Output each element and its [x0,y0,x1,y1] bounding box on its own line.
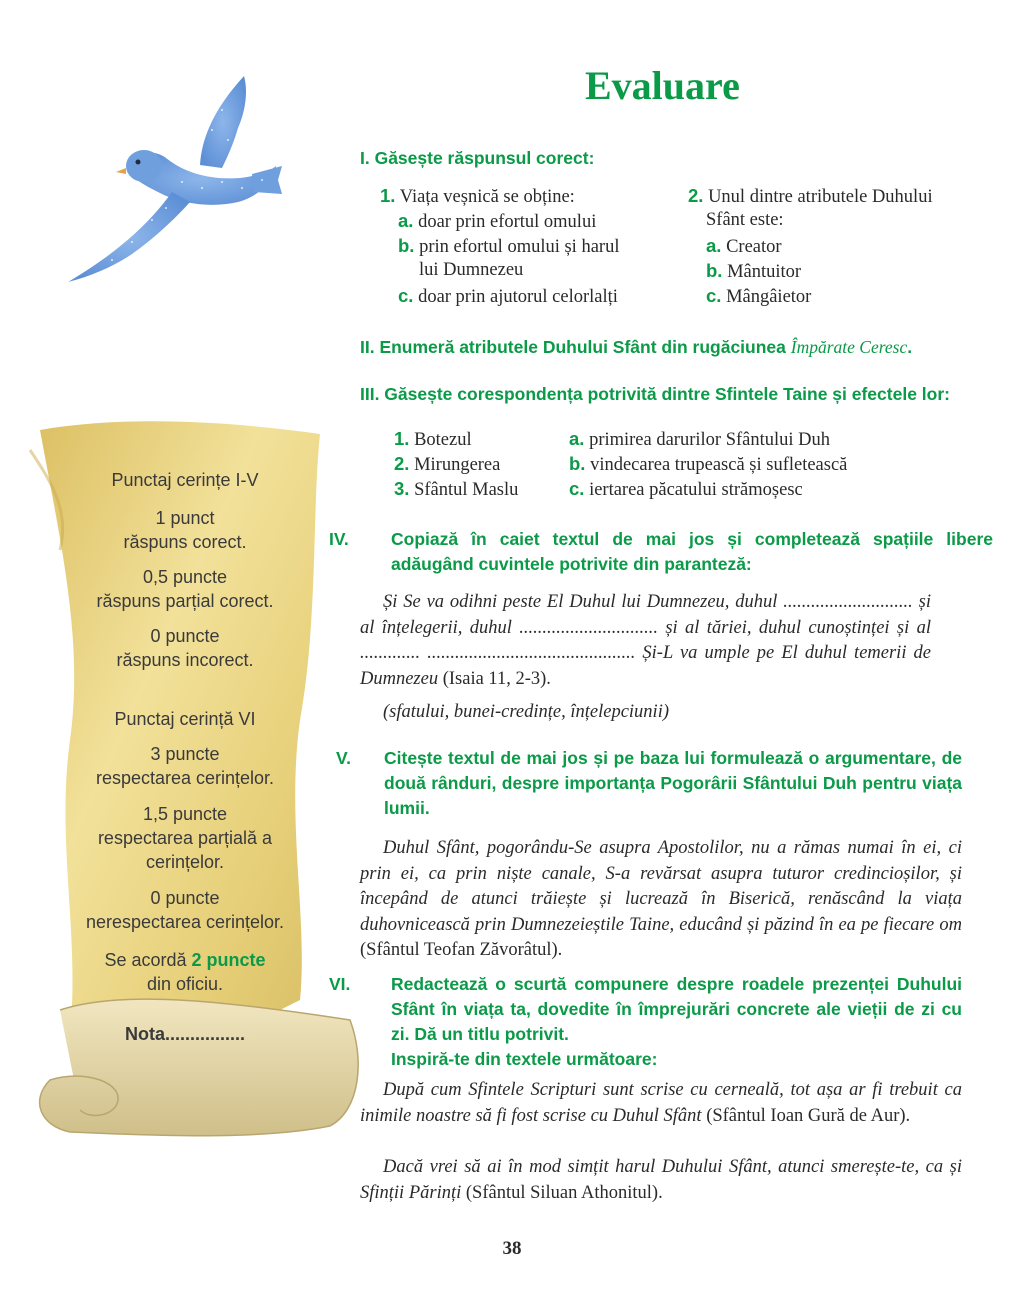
score-desc: respectarea parțială a [97,828,273,848]
q1-option: c. Mângâietor [706,285,812,307]
question-1-heading: I. Găsește răspunsul corect: [360,148,595,168]
question-3-heading: III. Găsește corespondența potrivită dintre Sfintele Taine și efectele lor: [360,384,950,404]
office-desc: din oficiu. [146,974,224,994]
question-2: II. Enumeră atributele Duhului Sfânt din rugăciunea Împărate Ceresc. [360,337,913,357]
q1-option-cont: lui Dumnezeu [419,260,524,280]
q5-quote: Duhul Sfânt, pogorându-Se asupra Apostolilor, nu a rămas numai în ei, ci prin ei, ca prin niște canale, S-a revărsat asupra tuturor credincioșilor, și începând de atunci trăiește și lucrează în Biserică, renăscând la viața duhovnicească prin Dumnezeieștile Taine, educând și păzind în ea pe fiecare om (Sfântul Teofan Zăvorâtul). [360,838,962,960]
q3-left-item: 2. Mirungerea [394,453,501,475]
q3-left-item: 3. Sfântul Maslu [394,478,519,500]
score-points: 0,5 puncte [142,567,228,587]
score-desc: răspuns parțial corect. [96,591,274,611]
score-points: 0 puncte [150,626,220,646]
q1-item-2-cont: Sfânt este: [706,210,784,230]
question-5-heading: V. Citește textul de mai jos și pe baza lui formulează o argumentare, de două rânduri, despre importanța Pogorârii Sfântului Duh pentru viața lumii. [336,748,962,818]
score-points: 3 puncte [150,744,220,764]
question-4-heading: IV. Copiază în caiet textul de mai jos și completează spațiile libere adăugând cuvintele potrivite din paranteză: [329,529,993,574]
score-desc: răspuns corect. [123,532,247,552]
q6-quote-1: După cum Sfintele Scripturi sunt scrise cu cerneală, tot așa ar fi trebuit ca inimile noastre să fi fost scrise cu Duhul Sfânt (Sfântul Ioan Gură de Aur). [360,1080,962,1126]
page-number: 38 [502,1238,522,1259]
office-points: Se acordă 2 puncte [104,950,266,970]
page-title: Evaluare [585,63,740,108]
q1-item-2: 2. Unul dintre atributele Duhului [688,185,933,207]
q3-left-item: 1. Botezul [394,428,472,450]
q1-option: c. doar prin ajutorul celorlalți [398,285,618,307]
q1-item-1: 1. Viața veșnică se obține: [380,185,575,207]
score-points: 1,5 puncte [142,804,228,824]
q4-quote: Și Se va odihni peste El Duhul lui Dumnezeu, duhul ............................ și al înțelegerii, duhul .............................. și al tăriei, duhul cunoștinței și al ............. ............................................. Și-L va umple pe El duhul temerii de Dumnezeu (Isaia 11, 2-3). [360,592,931,689]
q6-quote-2: Dacă vrei să ai în mod simțit harul Duhului Sfânt, atunci smerește-te, ca și Sfinții Părinți (Sfântul Siluan Athonitul). [360,1157,962,1203]
score-points: 1 punct [155,508,215,528]
score-desc: respectarea cerințelor. [95,768,275,788]
score-desc: cerințelor. [145,852,225,872]
dove-illustration [62,70,282,285]
q3-right-item: a. primirea darurilor Sfântului Duh [569,428,831,450]
q4-words: (sfatului, bunei-credințe, înțelepciunii) [383,702,669,722]
scoring-title-1: Punctaj cerințe I-V [111,470,259,490]
q3-right-item: b. vindecarea trupească și sufletească [569,453,848,475]
score-desc: nerespectarea cerințelor. [85,912,285,932]
q1-option: b. Mântuitor [706,260,802,282]
q1-option: a. doar prin efortul omului [398,210,597,232]
q1-option: a. Creator [706,235,782,257]
grade-line: Nota................ [124,1024,245,1044]
score-desc: răspuns incorect. [116,650,254,670]
scoring-title-2: Punctaj cerință VI [114,709,256,729]
score-points: 0 puncte [150,888,220,908]
q1-option: b. prin efortul omului și harul [398,235,620,257]
q3-right-item: c. iertarea păcatului strămoșesc [569,478,803,500]
question-6-heading: VI. Redactează o scurtă compunere despre roadele prezenței Duhului Sfânt în viața ta, dovedite în împrejurări concrete ale vieții de zi cu zi. Dă un titlu potrivit. Inspiră-te din textele următoare: [329,974,962,1069]
